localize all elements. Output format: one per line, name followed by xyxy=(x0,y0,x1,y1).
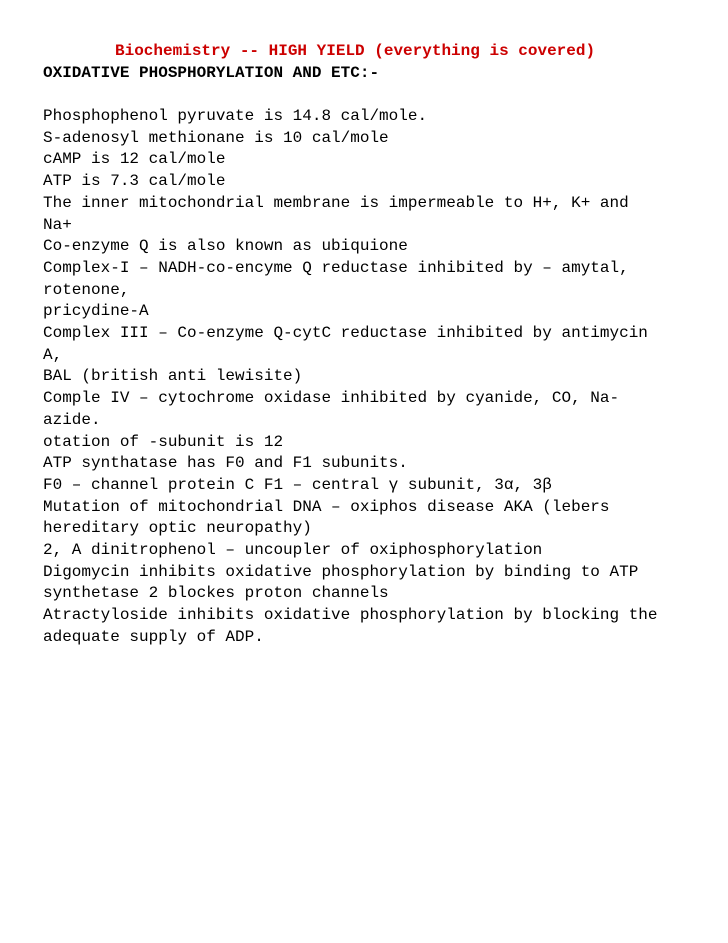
text-line: S-adenosyl methionane is 10 cal/mole xyxy=(43,128,389,147)
text-line: Mutation of mitochondrial DNA – oxiphos disease AKA (lebers xyxy=(43,497,610,516)
text-line: synthetase 2 blockes proton channels xyxy=(43,584,389,603)
text-line: hereditary optic neuropathy) xyxy=(43,519,312,538)
blank-line xyxy=(43,84,693,106)
text-line: A, xyxy=(43,345,63,364)
text-line: Comple IV – cytochrome oxidase inhibited by cyanide, CO, Na- xyxy=(43,389,620,408)
text-line: Digomycin inhibits oxidative phosphorylation by binding to ATP xyxy=(43,562,639,581)
text-line: The inner mitochondrial membrane is impermeable to H+, K+ and xyxy=(43,193,629,212)
text-line: 2, A dinitrophenol – uncoupler of oxiphosphorylation xyxy=(43,541,543,560)
text-line: Complex III – Co-enzyme Q-cytC reductase inhibited by antimycin xyxy=(43,324,648,343)
text-line: azide. xyxy=(43,410,101,429)
document-page xyxy=(43,40,693,649)
body-text xyxy=(43,106,693,649)
text-line: rotenone, xyxy=(43,280,130,299)
text-line: cAMP is 12 cal/mole xyxy=(43,150,226,169)
text-line: adequate supply of ADP. xyxy=(43,627,264,646)
text-line: pricydine-A xyxy=(43,302,149,321)
text-line: otation of -subunit is 12 xyxy=(43,432,284,451)
text-line: ATP is 7.3 cal/mole xyxy=(43,172,226,191)
text-line: Na+ xyxy=(43,215,72,234)
text-line: ATP synthatase has F0 and F1 subunits. xyxy=(43,454,408,473)
text-line: Complex-I – NADH-co-encyme Q reductase inhibited by – amytal, xyxy=(43,258,629,277)
text-line: BAL (british anti lewisite) xyxy=(43,367,303,386)
text-line: F0 – channel protein C F1 – central γ subunit, 3α, 3β xyxy=(43,475,552,494)
text-line: Co-enzyme Q is also known as ubiquione xyxy=(43,237,408,256)
section-heading: OXIDATIVE PHOSPHORYLATION AND ETC:- xyxy=(43,64,380,82)
text-line: Atractyloside inhibits oxidative phosphorylation by blocking the xyxy=(43,606,658,625)
text-line: Phosphophenol pyruvate is 14.8 cal/mole. xyxy=(43,107,428,125)
document-title: Biochemistry -- HIGH YIELD (everything is covered) xyxy=(115,42,596,60)
